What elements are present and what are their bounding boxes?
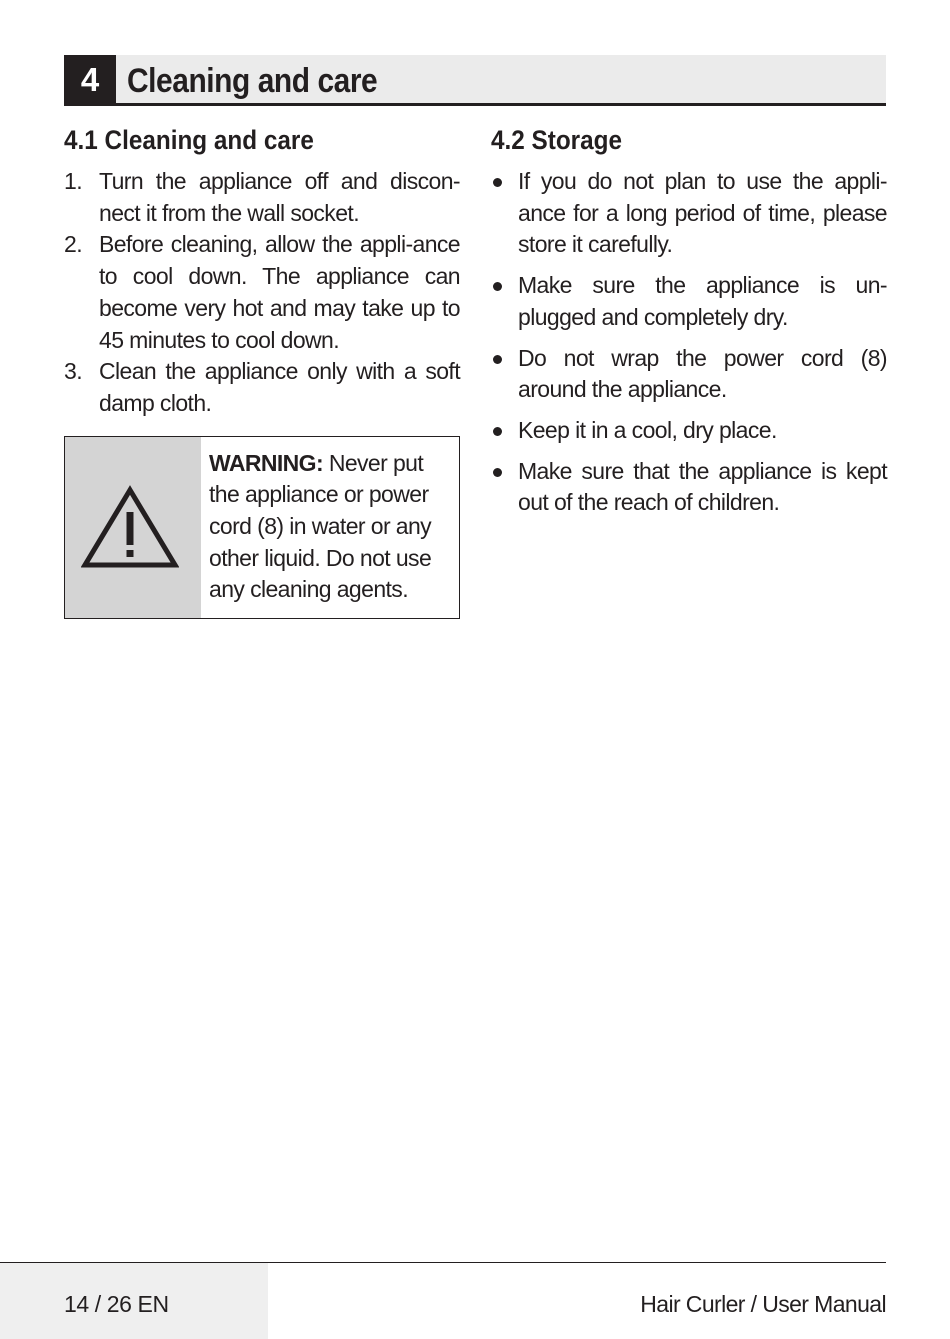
step-text: Before cleaning, allow the appli-ance to cool down. The appliance can become very hot and may take up to 45 minutes to cool down.	[99, 231, 460, 353]
bullet-text: Do not wrap the power cord (8) around the appliance.	[518, 344, 887, 403]
footer-divider	[0, 1262, 886, 1263]
chapter-number: 4	[64, 55, 116, 103]
section-title-cleaning: 4.1 Cleaning and care	[64, 125, 314, 155]
bullet-icon	[493, 427, 502, 436]
warning-triangle-icon	[81, 485, 179, 571]
list-item	[491, 270, 887, 333]
list-item	[491, 456, 887, 519]
step-number: 2.	[64, 231, 82, 258]
list-item	[491, 343, 887, 406]
bullet-icon	[493, 282, 502, 291]
storage-bullets-list	[491, 166, 887, 519]
bullet-icon	[493, 355, 502, 364]
warning-icon-cell	[65, 437, 201, 618]
chapter-header	[64, 55, 886, 106]
list-item	[64, 166, 460, 229]
bullet-text: Make sure the appliance is un-plugged and completely dry.	[518, 272, 887, 330]
bullet-icon	[493, 468, 502, 477]
bullet-text: Make sure that the appliance is kept out of the reach of children.	[518, 457, 887, 516]
step-text: Turn the appliance off and discon-nect it from the wall socket.	[99, 168, 460, 226]
list-item	[491, 415, 887, 447]
list-item	[64, 356, 460, 419]
warning-box	[64, 436, 460, 619]
document-title: Hair Curler / User Manual	[640, 1291, 886, 1317]
list-item	[64, 229, 460, 356]
bullet-text: Keep it in a cool, dry place.	[518, 416, 777, 443]
page-number: 14 / 26 EN	[64, 1291, 169, 1317]
warning-text	[209, 448, 451, 607]
step-number: 3.	[64, 358, 82, 385]
warning-label: WARNING:	[209, 449, 324, 476]
cleaning-steps-list	[64, 166, 460, 420]
warning-message: Never put the appliance or power cord (8) in water or any other liquid. Do not use any cleaning agents.	[209, 449, 432, 603]
section-cleaning	[64, 120, 460, 619]
list-item	[491, 166, 887, 261]
section-title-storage: 4.2 Storage	[491, 125, 623, 155]
step-number: 1.	[64, 168, 82, 194]
section-storage	[491, 120, 887, 528]
bullet-icon	[493, 178, 502, 187]
chapter-title: Cleaning and care	[127, 62, 378, 100]
step-text: Clean the appliance only with a soft damp cloth.	[99, 358, 460, 416]
bullet-text: If you do not plan to use the appli-ance for a long period of time, please store it carefully.	[518, 168, 887, 258]
